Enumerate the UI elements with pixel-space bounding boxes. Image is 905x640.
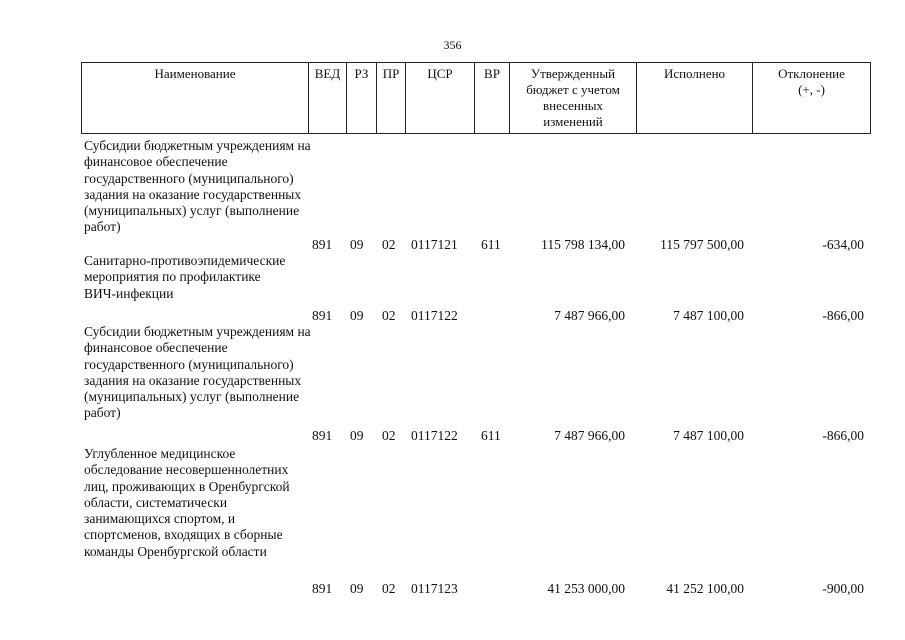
row-ved: 891 [312, 308, 333, 323]
row-name: Санитарно-противоэпидемические мероприятия по профилактике ВИЧ-инфекции [84, 253, 286, 301]
row-name: Углубленное медицинское обследование несовершеннолетних лиц, проживающих в Оренбургской области, систематически занимающихся спортом, и спортсменов, входящих в сборные команды Оренбургской области [84, 446, 290, 559]
row-rz: 09 [350, 428, 364, 443]
row-executed: 115 797 500,00 [660, 237, 744, 252]
header-vr: ВР [474, 63, 509, 133]
row-csr: 0117122 [411, 428, 458, 443]
row-approved: 7 487 966,00 [554, 308, 625, 323]
header-executed: Исполнено [636, 63, 752, 133]
header-deviation: Отклонение (+, -) [752, 63, 870, 133]
header-name: Наименование [154, 66, 236, 81]
row-name: Субсидии бюджетным учреждениям на финансовое обеспечение государственного (муниципального) задания на оказание государственных (муниципальных) услуг (выполнение работ) [84, 138, 311, 235]
row-pr: 02 [382, 237, 396, 252]
row-approved: 7 487 966,00 [554, 428, 625, 443]
row-executed: 7 487 100,00 [673, 308, 744, 323]
row-ved: 891 [312, 237, 333, 252]
table-header [81, 62, 871, 134]
header-pr: ПР [376, 63, 405, 133]
row-deviation: -634,00 [822, 237, 864, 252]
row-rz: 09 [350, 237, 364, 252]
row-csr: 0117122 [411, 308, 458, 323]
header-approved: Утвержденный бюджет с учетом внесенных изменений [509, 63, 636, 133]
row-rz: 09 [350, 308, 364, 323]
row-pr: 02 [382, 428, 396, 443]
row-approved: 41 253 000,00 [547, 581, 625, 596]
row-vr: 611 [481, 237, 501, 252]
header-csr: ЦСР [405, 63, 474, 133]
row-pr: 02 [382, 581, 396, 596]
row-name: Субсидии бюджетным учреждениям на финансовое обеспечение государственного (муниципального) задания на оказание государственных (муниципальных) услуг (выполнение работ) [84, 324, 311, 421]
row-deviation: -866,00 [822, 308, 864, 323]
row-executed: 7 487 100,00 [673, 428, 744, 443]
row-ved: 891 [312, 428, 333, 443]
row-csr: 0117121 [411, 237, 458, 252]
row-vr: 611 [481, 428, 501, 443]
header-rz: РЗ [346, 63, 376, 133]
row-ved: 891 [312, 581, 333, 596]
row-approved: 115 798 134,00 [541, 237, 625, 252]
row-executed: 41 252 100,00 [666, 581, 744, 596]
header-ved: ВЕД [308, 63, 346, 133]
page-number: 356 [443, 38, 462, 52]
row-deviation: -866,00 [822, 428, 864, 443]
row-csr: 0117123 [411, 581, 458, 596]
row-rz: 09 [350, 581, 364, 596]
row-pr: 02 [382, 308, 396, 323]
row-deviation: -900,00 [822, 581, 864, 596]
